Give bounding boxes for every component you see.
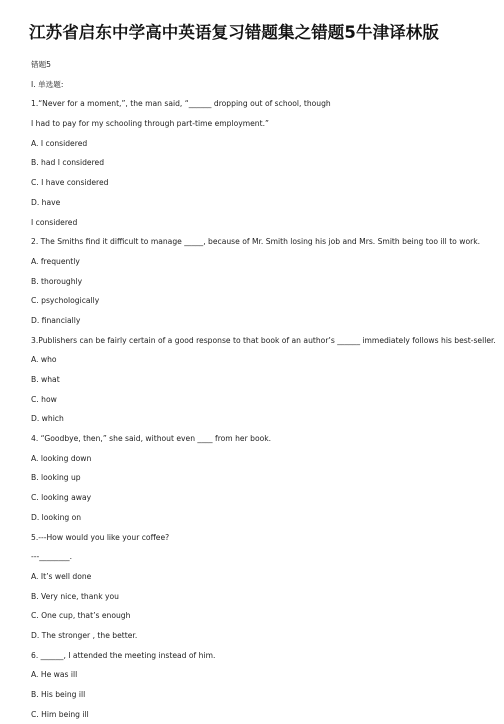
question-5-response: ---________. xyxy=(31,552,73,562)
question-1-option-b: B. had I considered xyxy=(31,158,105,168)
document-title: 江苏省启东中学高中英语复习错题集之错题5牛津译林版 xyxy=(29,23,439,42)
question-5-stem: 5.---How would you like your coffee? xyxy=(31,532,170,542)
question-5-option-b: B. Very nice, thank you xyxy=(31,591,119,601)
section-label: 错题5 xyxy=(31,60,52,69)
question-4-stem: 4. “Goodbye, then,” she said, without even ____ from her book. xyxy=(31,434,272,444)
question-2-option-b: B. thoroughly xyxy=(31,276,83,286)
question-3-stem: 3.Publishers can be fairly certain of a good response to that book of an author’s ______ immediately follows his best-seller. xyxy=(31,335,496,345)
question-3-option-a: A. who xyxy=(31,355,57,365)
question-3-option-d: D. which xyxy=(31,414,64,424)
question-2-option-d: D. financially xyxy=(31,315,81,325)
question-4-option-a: A. looking down xyxy=(31,453,92,463)
question-1-option-d: D. have xyxy=(31,197,61,207)
question-3-option-c: C. how xyxy=(31,394,57,404)
question-5-option-d: D. The stronger , the better. xyxy=(31,630,138,640)
question-6-option-a: A. He was ill xyxy=(31,670,78,680)
question-5-option-a: A. It’s well done xyxy=(31,571,92,581)
question-6-option-c: C. Him being ill xyxy=(31,709,89,719)
question-6-stem: 6. ______, I attended the meeting instead of him. xyxy=(31,650,216,660)
question-3-option-b: B. what xyxy=(31,375,60,384)
question-2-option-c: C. psychologically xyxy=(31,296,100,306)
question-1-option-c: C. I have considered xyxy=(31,178,109,188)
question-4-option-d: D. looking on xyxy=(31,512,82,522)
question-6-option-b: B. His being ill xyxy=(31,690,86,699)
question-4-option-b: B. looking up xyxy=(31,473,81,483)
question-1-option-d-cont: I considered xyxy=(31,217,78,227)
section-heading: I. 单选题: xyxy=(31,79,64,89)
question-4-option-c: C. looking away xyxy=(31,493,92,503)
question-5-option-c: C. One cup, that’s enough xyxy=(31,611,131,621)
question-2-option-a: A. frequently xyxy=(31,256,80,266)
question-2-stem: 2. The Smiths find it difficult to manage _____, because of Mr. Smith losing his job and Mrs. Smith being too ill to work. xyxy=(31,237,481,247)
document-body xyxy=(31,55,496,724)
question-1-stem: 1.“Never for a moment,”, the man said, “______ dropping out of school, though xyxy=(31,99,331,109)
question-1-stem-cont: I had to pay for my schooling through part-time employment.” xyxy=(31,119,269,129)
question-1-option-a: A. I considered xyxy=(31,138,88,148)
